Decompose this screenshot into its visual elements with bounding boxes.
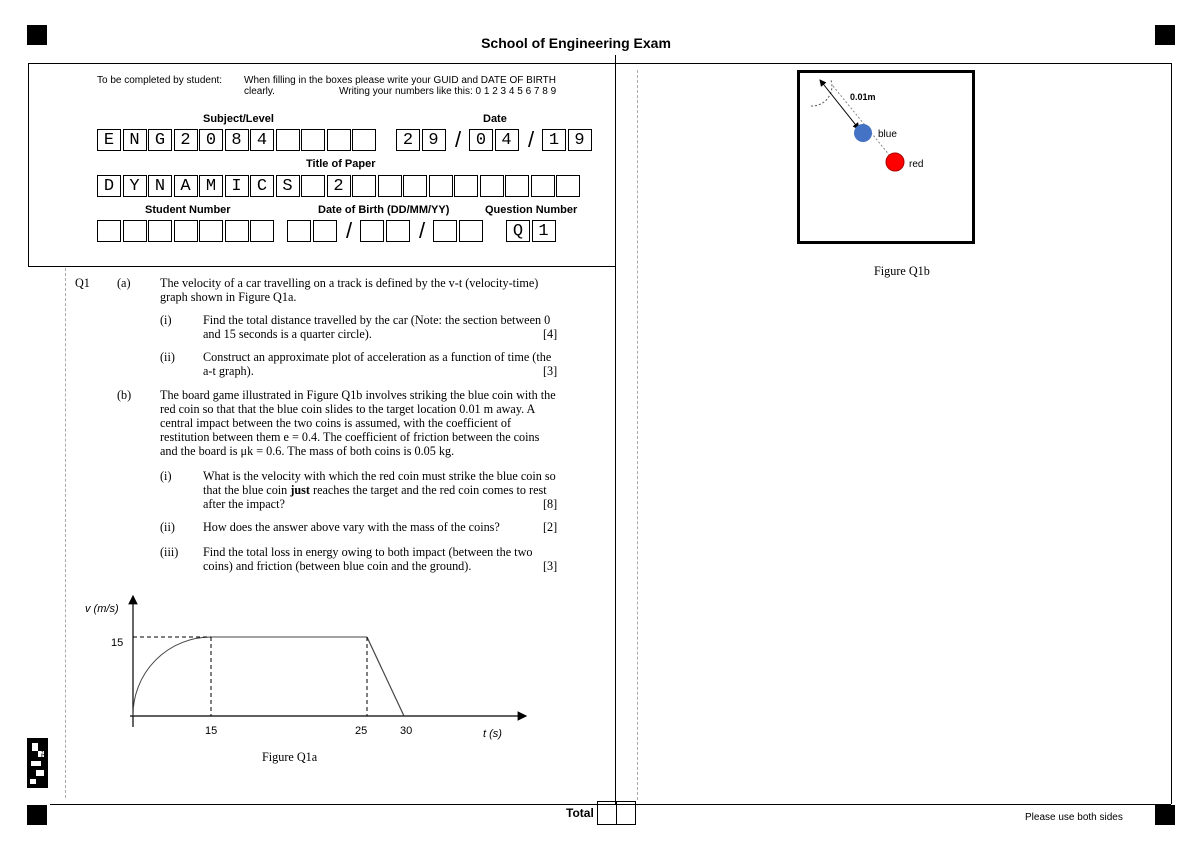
title-cell[interactable] xyxy=(301,175,325,197)
title-cell[interactable]: 2 xyxy=(327,175,351,197)
part-a-ii-marks: [3] xyxy=(543,364,558,378)
dob-cell[interactable] xyxy=(313,220,337,242)
date-year-cell[interactable]: 9 xyxy=(568,129,592,151)
right-margin-guide xyxy=(637,70,638,800)
title-cell[interactable] xyxy=(429,175,453,197)
part-b-i-line-3: after the impact? xyxy=(203,497,285,511)
subject-level-label: Subject/Level xyxy=(203,113,274,125)
column-divider xyxy=(615,55,616,805)
title-cell[interactable] xyxy=(378,175,402,197)
title-cell[interactable] xyxy=(403,175,427,197)
x-tick-30: 30 xyxy=(400,725,413,737)
distance-arrow xyxy=(820,80,859,129)
question-number-boxes xyxy=(506,220,557,242)
part-b-i-marks: [8] xyxy=(543,497,558,511)
page-title: School of Engineering Exam xyxy=(481,35,671,51)
subject-cell[interactable]: G xyxy=(148,129,172,151)
title-cell[interactable]: I xyxy=(225,175,249,197)
student-number-cell[interactable] xyxy=(123,220,147,242)
question-number-label: Question Number xyxy=(485,204,578,216)
dob-cell[interactable] xyxy=(459,220,483,242)
barcode-block xyxy=(32,743,38,751)
title-cell[interactable]: C xyxy=(250,175,274,197)
subject-cell[interactable] xyxy=(276,129,300,151)
corner-mark-bottom-left xyxy=(27,805,47,825)
part-a-i-line-1: Find the total distance travelled by the car (Note: the section between 0 xyxy=(203,313,551,327)
subject-code-boxes xyxy=(97,129,378,151)
total-box-divider xyxy=(616,802,617,824)
date-month-cell[interactable]: 4 xyxy=(495,129,519,151)
part-b-label: (b) xyxy=(117,388,132,402)
title-cell[interactable] xyxy=(454,175,478,197)
blue-coin-label: blue xyxy=(878,129,897,140)
date-day-cell[interactable]: 9 xyxy=(422,129,446,151)
subject-cell[interactable]: 8 xyxy=(225,129,249,151)
instructions-line-2a: clearly. xyxy=(244,86,275,97)
student-number-cell[interactable] xyxy=(250,220,274,242)
part-b-i-line-2-end: reaches the target and the red coin comes to rest xyxy=(309,483,547,497)
title-cell[interactable]: M xyxy=(199,175,223,197)
quarter-circle-curve xyxy=(133,637,211,716)
part-a-line-1: The velocity of a car travelling on a track is defined by the v-t (velocity-time) xyxy=(160,276,539,290)
title-of-paper-boxes xyxy=(97,175,582,197)
question-number-cell[interactable]: Q xyxy=(506,220,530,242)
part-a-ii-line-1: Construct an approximate plot of acceleration as a function of time (the xyxy=(203,350,552,364)
date-label: Date xyxy=(483,113,507,125)
part-b-i-line-2 xyxy=(203,483,547,497)
figure-q1a-caption: Figure Q1a xyxy=(262,750,318,764)
date-separator: / xyxy=(454,127,462,152)
part-a-ii-line-2: a-t graph). xyxy=(203,364,254,378)
title-cell[interactable]: Y xyxy=(123,175,147,197)
title-cell[interactable] xyxy=(556,175,580,197)
question-number: Q1 xyxy=(75,276,90,290)
title-cell[interactable]: N xyxy=(148,175,172,197)
title-cell[interactable] xyxy=(505,175,529,197)
part-b-iii-label: (iii) xyxy=(160,545,179,559)
target-arc xyxy=(811,80,832,106)
dob-cell[interactable] xyxy=(360,220,384,242)
student-number-cell[interactable] xyxy=(148,220,172,242)
barcode-block xyxy=(30,779,36,784)
part-b-i-emphasis: just xyxy=(290,483,310,497)
subject-cell[interactable] xyxy=(301,129,325,151)
x-tick-15: 15 xyxy=(205,725,218,737)
part-b-line-4: restitution between them e = 0.4. The coefficient of friction between the coins xyxy=(160,430,540,444)
title-cell[interactable]: D xyxy=(97,175,121,197)
corner-mark-top-right xyxy=(1155,25,1175,45)
red-coin-label: red xyxy=(909,159,924,170)
barcode-number: 64739 xyxy=(40,742,50,768)
instructions-line-2b: Writing your numbers like this: 0 1 2 3 4 5 6 7 8 9 xyxy=(339,86,557,97)
deceleration-line xyxy=(367,637,404,716)
total-box[interactable] xyxy=(597,801,636,825)
part-b-iii-marks: [3] xyxy=(543,559,558,573)
student-number-cell[interactable] xyxy=(174,220,198,242)
title-cell[interactable]: S xyxy=(276,175,300,197)
frame-left-border xyxy=(28,63,29,267)
part-a-ii-label: (ii) xyxy=(160,350,175,364)
subject-cell[interactable]: E xyxy=(97,129,121,151)
question-number-cell[interactable]: 1 xyxy=(532,220,556,242)
form-top-border xyxy=(28,63,1171,64)
dob-boxes xyxy=(287,220,484,242)
part-a-i-marks: [4] xyxy=(543,327,558,341)
x-tick-25: 25 xyxy=(355,725,368,737)
student-number-boxes xyxy=(97,220,276,242)
part-a-label: (a) xyxy=(117,276,131,290)
student-number-cell[interactable] xyxy=(97,220,121,242)
date-year-cell[interactable]: 1 xyxy=(542,129,566,151)
figure-q1b-caption: Figure Q1b xyxy=(874,264,930,278)
instructions-label: To be completed by student: xyxy=(97,75,223,86)
part-b-ii-label: (ii) xyxy=(160,520,175,534)
title-cell[interactable]: A xyxy=(174,175,198,197)
corner-mark-bottom-right xyxy=(1155,805,1175,825)
figure-q1a-vt-graph xyxy=(60,590,550,750)
part-a-i-label: (i) xyxy=(160,313,172,327)
form-bottom-border xyxy=(28,266,616,267)
dob-separator: / xyxy=(345,218,353,243)
date-day-cell[interactable]: 2 xyxy=(396,129,420,151)
subject-cell[interactable]: 0 xyxy=(199,129,223,151)
part-a-i-line-2: and 15 seconds is a quarter circle). xyxy=(203,327,372,341)
instructions-line-1: When filling in the boxes please write your GUID and DATE OF BIRTH xyxy=(244,75,556,86)
title-of-paper-label: Title of Paper xyxy=(306,158,376,170)
subject-cell[interactable]: 4 xyxy=(250,129,274,151)
frame-right-border xyxy=(1171,63,1172,804)
part-b-i-line-2-start: that the blue coin xyxy=(203,483,291,497)
dob-cell[interactable] xyxy=(386,220,410,242)
date-boxes xyxy=(396,129,593,151)
part-b-ii-marks: [2] xyxy=(543,520,558,534)
subject-cell[interactable] xyxy=(327,129,351,151)
part-b-line-3: central impact between the two coins is assumed, with the coefficient of xyxy=(160,416,512,430)
x-axis-label: t (s) xyxy=(483,728,502,740)
blue-coin xyxy=(854,124,872,142)
red-coin xyxy=(886,153,904,171)
student-number-label: Student Number xyxy=(145,204,231,216)
figure-q1b-diagram xyxy=(797,70,975,244)
dob-cell[interactable] xyxy=(433,220,457,242)
part-b-line-1: The board game illustrated in Figure Q1b involves striking the blue coin with the xyxy=(160,388,556,402)
subject-cell[interactable]: 2 xyxy=(174,129,198,151)
part-b-iii-line-1: Find the total loss in energy owing to both impact (between the two xyxy=(203,545,533,559)
barcode-block xyxy=(36,770,44,776)
date-month-cell[interactable]: 0 xyxy=(469,129,493,151)
total-label: Total xyxy=(566,806,594,820)
use-both-sides-note: Please use both sides xyxy=(1025,812,1123,823)
part-b-iii-line-2: coins) and friction (between blue coin and the ground). xyxy=(203,559,472,573)
part-a-line-2: graph shown in Figure Q1a. xyxy=(160,290,297,304)
y-tick-15: 15 xyxy=(111,637,124,649)
dob-separator: / xyxy=(418,218,426,243)
part-b-i-line-1: What is the velocity with which the red coin must strike the blue coin so xyxy=(203,469,556,483)
dob-label: Date of Birth (DD/MM/YY) xyxy=(318,204,450,216)
dob-cell[interactable] xyxy=(287,220,311,242)
y-axis-label: v (m/s) xyxy=(85,603,119,615)
date-separator: / xyxy=(527,127,535,152)
part-b-i-label: (i) xyxy=(160,469,172,483)
title-cell[interactable] xyxy=(480,175,504,197)
part-b-line-2: red coin so that that the blue coin slides to the target location 0.01 m away. A xyxy=(160,402,536,416)
distance-label: 0.01m xyxy=(850,92,876,102)
title-cell[interactable] xyxy=(352,175,376,197)
student-number-cell[interactable] xyxy=(199,220,223,242)
title-cell[interactable] xyxy=(531,175,555,197)
subject-cell[interactable] xyxy=(352,129,376,151)
part-b-line-5: and the board is μk = 0.6. The mass of both coins is 0.05 kg. xyxy=(160,444,455,458)
part-b-ii-line-1: How does the answer above vary with the mass of the coins? xyxy=(203,520,500,534)
student-number-cell[interactable] xyxy=(225,220,249,242)
subject-cell[interactable]: N xyxy=(123,129,147,151)
